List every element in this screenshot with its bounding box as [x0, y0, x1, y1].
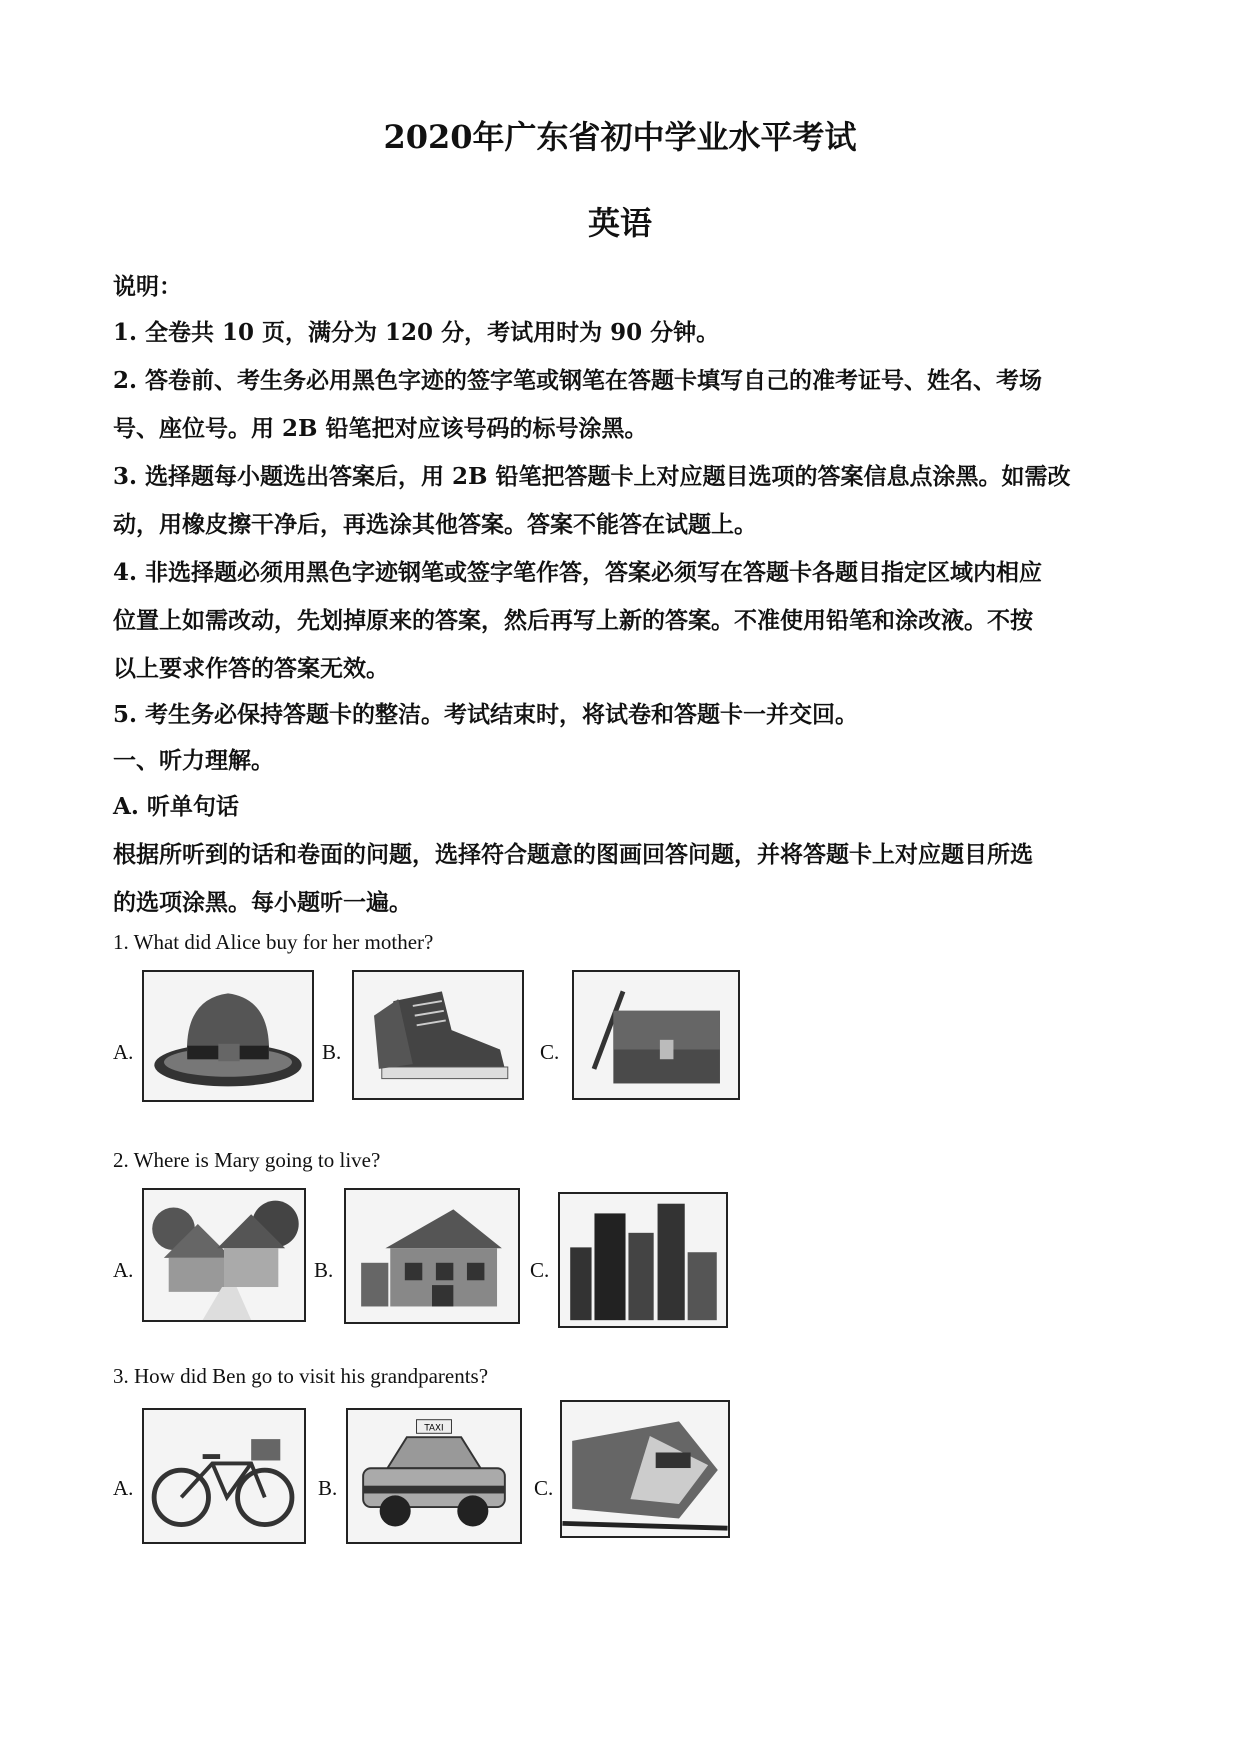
instruction-line: 位置上如需改动，先划掉原来的答案，然后再写上新的答案。不准使用铅笔和涂改液。不按 [113, 607, 1033, 634]
instruction-line: 号、座位号。用 2B 铅笔把对应该号码的标号涂黑。 [113, 415, 648, 442]
option-label: C. [540, 1040, 560, 1064]
village-houses-picture [142, 1188, 306, 1322]
option-label: B. [314, 1258, 334, 1282]
instruction-line: 1. 全卷共 10 页，满分为 120 分，考试用时为 90 分钟。 [113, 319, 720, 346]
exam-title: 2020年广东省初中学业水平考试 [383, 118, 857, 156]
subject-title: 英语 [587, 204, 652, 242]
bicycle-picture [142, 1408, 306, 1544]
option-label: B. [318, 1476, 338, 1500]
directions-line: 根据所听到的话和卷面的问题，选择符合题意的图画回答问题，并将答题卡上对应题目所选 [113, 841, 1033, 868]
option-label: A. [113, 1040, 134, 1064]
part-heading: A. 听单句话 [113, 793, 239, 820]
directions-line: 的选项涂黑。每小题听一遍。 [113, 889, 412, 916]
question-3-text: 3. How did Ben go to visit his grandparents? [113, 1364, 489, 1388]
instructions-heading: 说明： [113, 273, 182, 300]
instruction-line: 3. 选择题每小题选出答案后，用 2B 铅笔把答题卡上对应题目选项的答案信息点涂黑。如需改 [113, 463, 1071, 490]
option-label: C. [530, 1258, 550, 1282]
train-picture [560, 1400, 730, 1538]
house-picture [344, 1188, 520, 1324]
bag-picture [572, 970, 740, 1100]
option-label: C. [534, 1476, 554, 1500]
sneaker-picture [352, 970, 524, 1100]
taxi-picture [346, 1408, 522, 1544]
option-label: A. [113, 1258, 134, 1282]
instruction-line: 以上要求作答的答案无效。 [113, 655, 389, 682]
question-1-text: 1. What did Alice buy for her mother? [113, 930, 434, 954]
option-label: B. [322, 1040, 342, 1064]
instruction-line: 动，用橡皮擦干净后，再选涂其他答案。答案不能答在试题上。 [113, 511, 757, 538]
option-label: A. [113, 1476, 134, 1500]
instruction-line: 2. 答卷前、考生务必用黑色字迹的签字笔或钢笔在答题卡填写自己的准考证号、姓名、考场 [113, 367, 1043, 394]
question-2-text: 2. Where is Mary going to live? [113, 1148, 381, 1172]
instruction-line: 5. 考生务必保持答题卡的整洁。考试结束时，将试卷和答题卡一并交回。 [113, 701, 859, 728]
taxi-sign-text: TAXI [424, 1423, 444, 1434]
section-heading: 一、听力理解。 [113, 747, 274, 774]
city-buildings-picture [558, 1192, 728, 1328]
hat-picture [142, 970, 314, 1102]
instruction-line: 4. 非选择题必须用黑色字迹钢笔或签字笔作答，答案必须写在答题卡各题目指定区域内相应 [113, 559, 1043, 586]
